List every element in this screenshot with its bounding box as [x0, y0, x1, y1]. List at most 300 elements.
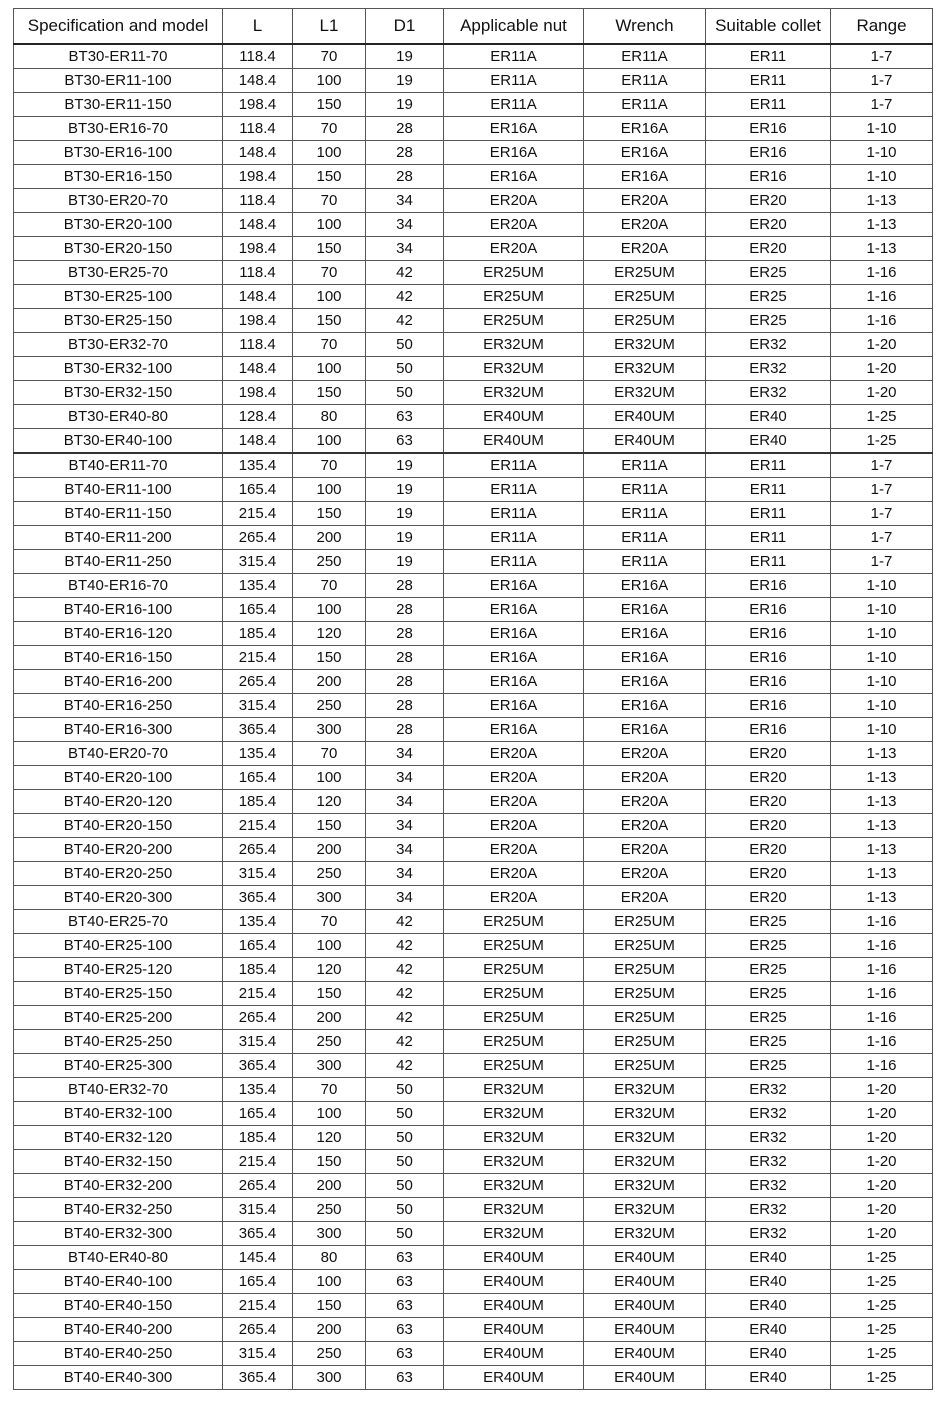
cell-spec-model: BT40-ER40-300: [14, 1366, 223, 1390]
cell-suitable-collet: ER32: [706, 1222, 831, 1246]
cell-suitable-collet: ER32: [706, 333, 831, 357]
table-row: [14, 44, 933, 69]
cell-d1: 34: [366, 766, 444, 790]
cell-l1: 200: [293, 670, 366, 694]
cell-wrench: ER25UM: [584, 910, 706, 934]
cell-range: 1-16: [831, 958, 933, 982]
cell-l: 215.4: [223, 814, 293, 838]
cell-wrench: ER16A: [584, 165, 706, 189]
cell-suitable-collet: ER20: [706, 189, 831, 213]
cell-spec-model: BT40-ER11-250: [14, 550, 223, 574]
cell-suitable-collet: ER32: [706, 1102, 831, 1126]
cell-suitable-collet: ER11: [706, 502, 831, 526]
cell-l: 148.4: [223, 429, 293, 454]
cell-l: 315.4: [223, 1342, 293, 1366]
table-row: [14, 1102, 933, 1126]
cell-d1: 63: [366, 1294, 444, 1318]
cell-suitable-collet: ER20: [706, 886, 831, 910]
cell-l: 365.4: [223, 1054, 293, 1078]
cell-d1: 19: [366, 453, 444, 478]
table-row: [14, 718, 933, 742]
cell-suitable-collet: ER25: [706, 1054, 831, 1078]
cell-applicable-nut: ER20A: [444, 814, 584, 838]
cell-spec-model: BT40-ER25-70: [14, 910, 223, 934]
cell-d1: 28: [366, 646, 444, 670]
cell-spec-model: BT30-ER32-150: [14, 381, 223, 405]
cell-suitable-collet: ER32: [706, 1198, 831, 1222]
cell-l: 215.4: [223, 646, 293, 670]
cell-range: 1-16: [831, 934, 933, 958]
cell-l: 165.4: [223, 1270, 293, 1294]
cell-d1: 50: [366, 333, 444, 357]
cell-applicable-nut: ER20A: [444, 790, 584, 814]
cell-l: 135.4: [223, 453, 293, 478]
cell-applicable-nut: ER25UM: [444, 1006, 584, 1030]
cell-range: 1-13: [831, 790, 933, 814]
cell-l1: 200: [293, 1318, 366, 1342]
cell-l: 118.4: [223, 261, 293, 285]
cell-d1: 63: [366, 1366, 444, 1390]
cell-l: 165.4: [223, 598, 293, 622]
cell-range: 1-20: [831, 1078, 933, 1102]
cell-applicable-nut: ER32UM: [444, 357, 584, 381]
cell-suitable-collet: ER40: [706, 1342, 831, 1366]
cell-spec-model: BT30-ER25-100: [14, 285, 223, 309]
cell-applicable-nut: ER20A: [444, 838, 584, 862]
cell-l: 198.4: [223, 381, 293, 405]
cell-wrench: ER11A: [584, 478, 706, 502]
cell-wrench: ER11A: [584, 69, 706, 93]
cell-l1: 150: [293, 502, 366, 526]
cell-l1: 100: [293, 213, 366, 237]
cell-wrench: ER32UM: [584, 1198, 706, 1222]
cell-l: 185.4: [223, 790, 293, 814]
table-row: [14, 1198, 933, 1222]
cell-applicable-nut: ER25UM: [444, 958, 584, 982]
cell-l1: 200: [293, 1006, 366, 1030]
cell-l1: 70: [293, 261, 366, 285]
table-body: [14, 44, 933, 1390]
cell-l1: 150: [293, 814, 366, 838]
cell-wrench: ER25UM: [584, 1030, 706, 1054]
cell-range: 1-16: [831, 285, 933, 309]
cell-l1: 150: [293, 982, 366, 1006]
cell-l: 165.4: [223, 478, 293, 502]
cell-spec-model: BT30-ER16-100: [14, 141, 223, 165]
cell-wrench: ER20A: [584, 838, 706, 862]
cell-l: 148.4: [223, 357, 293, 381]
cell-range: 1-10: [831, 694, 933, 718]
cell-range: 1-13: [831, 886, 933, 910]
cell-applicable-nut: ER20A: [444, 766, 584, 790]
cell-wrench: ER16A: [584, 141, 706, 165]
cell-applicable-nut: ER11A: [444, 93, 584, 117]
cell-spec-model: BT40-ER16-120: [14, 622, 223, 646]
cell-l: 118.4: [223, 44, 293, 69]
cell-l: 215.4: [223, 1294, 293, 1318]
table-row: [14, 69, 933, 93]
cell-spec-model: BT40-ER40-100: [14, 1270, 223, 1294]
header-wrench: Wrench: [584, 9, 706, 45]
cell-d1: 50: [366, 381, 444, 405]
cell-spec-model: BT30-ER16-150: [14, 165, 223, 189]
cell-d1: 50: [366, 357, 444, 381]
cell-range: 1-25: [831, 1294, 933, 1318]
cell-range: 1-13: [831, 838, 933, 862]
cell-range: 1-25: [831, 405, 933, 429]
cell-wrench: ER25UM: [584, 285, 706, 309]
cell-spec-model: BT30-ER11-70: [14, 44, 223, 69]
cell-l1: 70: [293, 742, 366, 766]
cell-d1: 50: [366, 1174, 444, 1198]
cell-range: 1-20: [831, 381, 933, 405]
cell-wrench: ER32UM: [584, 1126, 706, 1150]
table-row: [14, 1030, 933, 1054]
cell-range: 1-16: [831, 1006, 933, 1030]
cell-wrench: ER32UM: [584, 381, 706, 405]
cell-suitable-collet: ER40: [706, 405, 831, 429]
cell-wrench: ER25UM: [584, 1054, 706, 1078]
cell-spec-model: BT30-ER20-150: [14, 237, 223, 261]
cell-d1: 28: [366, 141, 444, 165]
table-row: [14, 526, 933, 550]
cell-l1: 100: [293, 1270, 366, 1294]
cell-d1: 42: [366, 309, 444, 333]
cell-range: 1-16: [831, 910, 933, 934]
cell-suitable-collet: ER20: [706, 790, 831, 814]
cell-suitable-collet: ER25: [706, 309, 831, 333]
cell-range: 1-10: [831, 646, 933, 670]
cell-range: 1-16: [831, 309, 933, 333]
table-row: [14, 1150, 933, 1174]
cell-range: 1-13: [831, 814, 933, 838]
cell-spec-model: BT30-ER25-150: [14, 309, 223, 333]
cell-applicable-nut: ER25UM: [444, 910, 584, 934]
cell-applicable-nut: ER25UM: [444, 934, 584, 958]
cell-applicable-nut: ER16A: [444, 141, 584, 165]
cell-wrench: ER40UM: [584, 1246, 706, 1270]
cell-l1: 200: [293, 1174, 366, 1198]
cell-spec-model: BT40-ER32-70: [14, 1078, 223, 1102]
table-row: [14, 285, 933, 309]
cell-suitable-collet: ER16: [706, 165, 831, 189]
cell-range: 1-10: [831, 574, 933, 598]
cell-d1: 63: [366, 429, 444, 454]
cell-applicable-nut: ER32UM: [444, 1078, 584, 1102]
cell-range: 1-10: [831, 718, 933, 742]
table-row: [14, 405, 933, 429]
cell-applicable-nut: ER32UM: [444, 1126, 584, 1150]
cell-d1: 42: [366, 261, 444, 285]
cell-d1: 28: [366, 718, 444, 742]
cell-wrench: ER40UM: [584, 1366, 706, 1390]
cell-suitable-collet: ER25: [706, 934, 831, 958]
cell-spec-model: BT30-ER16-70: [14, 117, 223, 141]
cell-l: 145.4: [223, 1246, 293, 1270]
cell-d1: 42: [366, 982, 444, 1006]
cell-spec-model: BT40-ER25-200: [14, 1006, 223, 1030]
cell-applicable-nut: ER40UM: [444, 1342, 584, 1366]
cell-spec-model: BT40-ER25-100: [14, 934, 223, 958]
cell-l1: 100: [293, 766, 366, 790]
cell-applicable-nut: ER32UM: [444, 333, 584, 357]
cell-wrench: ER40UM: [584, 1270, 706, 1294]
cell-spec-model: BT40-ER16-250: [14, 694, 223, 718]
cell-range: 1-7: [831, 44, 933, 69]
table-row: [14, 1174, 933, 1198]
cell-wrench: ER16A: [584, 670, 706, 694]
cell-l1: 70: [293, 117, 366, 141]
header-suitable-collet: Suitable collet: [706, 9, 831, 45]
cell-applicable-nut: ER25UM: [444, 261, 584, 285]
cell-wrench: ER16A: [584, 117, 706, 141]
cell-l: 365.4: [223, 1222, 293, 1246]
cell-wrench: ER20A: [584, 790, 706, 814]
cell-range: 1-10: [831, 670, 933, 694]
table-row: [14, 1246, 933, 1270]
cell-suitable-collet: ER11: [706, 69, 831, 93]
table-row: [14, 1270, 933, 1294]
cell-suitable-collet: ER32: [706, 357, 831, 381]
header-l1: L1: [293, 9, 366, 45]
cell-spec-model: BT40-ER25-150: [14, 982, 223, 1006]
cell-applicable-nut: ER20A: [444, 742, 584, 766]
cell-spec-model: BT40-ER40-250: [14, 1342, 223, 1366]
cell-d1: 28: [366, 165, 444, 189]
cell-applicable-nut: ER20A: [444, 862, 584, 886]
cell-wrench: ER11A: [584, 44, 706, 69]
table-header: [14, 9, 933, 45]
cell-l1: 200: [293, 838, 366, 862]
table-row: [14, 213, 933, 237]
cell-l: 315.4: [223, 1198, 293, 1222]
cell-suitable-collet: ER32: [706, 1078, 831, 1102]
cell-l: 148.4: [223, 69, 293, 93]
table-row: [14, 982, 933, 1006]
cell-d1: 19: [366, 93, 444, 117]
cell-l: 265.4: [223, 838, 293, 862]
cell-wrench: ER16A: [584, 646, 706, 670]
cell-wrench: ER16A: [584, 718, 706, 742]
cell-applicable-nut: ER11A: [444, 526, 584, 550]
table-row: [14, 1054, 933, 1078]
cell-d1: 34: [366, 886, 444, 910]
cell-spec-model: BT40-ER20-150: [14, 814, 223, 838]
cell-suitable-collet: ER16: [706, 117, 831, 141]
cell-spec-model: BT40-ER16-300: [14, 718, 223, 742]
cell-d1: 42: [366, 958, 444, 982]
cell-l1: 80: [293, 405, 366, 429]
cell-spec-model: BT40-ER11-70: [14, 453, 223, 478]
cell-d1: 50: [366, 1078, 444, 1102]
cell-applicable-nut: ER16A: [444, 598, 584, 622]
cell-l1: 250: [293, 1342, 366, 1366]
cell-l: 165.4: [223, 766, 293, 790]
cell-range: 1-7: [831, 502, 933, 526]
cell-wrench: ER20A: [584, 237, 706, 261]
cell-l: 165.4: [223, 934, 293, 958]
cell-applicable-nut: ER32UM: [444, 1102, 584, 1126]
cell-d1: 19: [366, 526, 444, 550]
table-row: [14, 165, 933, 189]
cell-wrench: ER11A: [584, 550, 706, 574]
cell-suitable-collet: ER25: [706, 1030, 831, 1054]
table-row: [14, 189, 933, 213]
cell-wrench: ER32UM: [584, 333, 706, 357]
cell-suitable-collet: ER16: [706, 670, 831, 694]
table-row: [14, 141, 933, 165]
cell-range: 1-10: [831, 165, 933, 189]
cell-wrench: ER40UM: [584, 429, 706, 454]
cell-spec-model: BT40-ER32-120: [14, 1126, 223, 1150]
cell-suitable-collet: ER25: [706, 285, 831, 309]
cell-range: 1-13: [831, 742, 933, 766]
cell-wrench: ER20A: [584, 862, 706, 886]
cell-range: 1-7: [831, 478, 933, 502]
cell-range: 1-16: [831, 1030, 933, 1054]
cell-l: 198.4: [223, 237, 293, 261]
cell-applicable-nut: ER32UM: [444, 381, 584, 405]
cell-applicable-nut: ER40UM: [444, 1246, 584, 1270]
cell-spec-model: BT40-ER32-150: [14, 1150, 223, 1174]
cell-range: 1-7: [831, 526, 933, 550]
cell-wrench: ER16A: [584, 598, 706, 622]
cell-suitable-collet: ER11: [706, 550, 831, 574]
cell-applicable-nut: ER20A: [444, 886, 584, 910]
cell-d1: 28: [366, 694, 444, 718]
cell-range: 1-13: [831, 766, 933, 790]
cell-l: 265.4: [223, 670, 293, 694]
table-row: [14, 670, 933, 694]
cell-spec-model: BT40-ER32-300: [14, 1222, 223, 1246]
cell-applicable-nut: ER25UM: [444, 309, 584, 333]
cell-l: 118.4: [223, 333, 293, 357]
cell-l1: 100: [293, 478, 366, 502]
cell-wrench: ER16A: [584, 694, 706, 718]
cell-wrench: ER32UM: [584, 1150, 706, 1174]
cell-l1: 250: [293, 862, 366, 886]
cell-l1: 300: [293, 886, 366, 910]
cell-l1: 150: [293, 237, 366, 261]
cell-applicable-nut: ER40UM: [444, 1270, 584, 1294]
cell-spec-model: BT30-ER40-80: [14, 405, 223, 429]
cell-applicable-nut: ER11A: [444, 453, 584, 478]
cell-applicable-nut: ER32UM: [444, 1174, 584, 1198]
cell-l1: 70: [293, 189, 366, 213]
cell-spec-model: BT30-ER32-100: [14, 357, 223, 381]
cell-l1: 100: [293, 1102, 366, 1126]
cell-range: 1-20: [831, 1174, 933, 1198]
cell-l: 148.4: [223, 285, 293, 309]
cell-suitable-collet: ER25: [706, 958, 831, 982]
cell-suitable-collet: ER11: [706, 44, 831, 69]
cell-suitable-collet: ER25: [706, 1006, 831, 1030]
cell-l1: 120: [293, 622, 366, 646]
cell-wrench: ER25UM: [584, 982, 706, 1006]
cell-applicable-nut: ER11A: [444, 69, 584, 93]
table-row: [14, 502, 933, 526]
cell-spec-model: BT40-ER25-250: [14, 1030, 223, 1054]
cell-applicable-nut: ER11A: [444, 478, 584, 502]
table-row: [14, 1318, 933, 1342]
cell-spec-model: BT40-ER40-80: [14, 1246, 223, 1270]
cell-wrench: ER40UM: [584, 1294, 706, 1318]
table-row: [14, 1294, 933, 1318]
cell-l: 315.4: [223, 694, 293, 718]
cell-l: 215.4: [223, 502, 293, 526]
cell-d1: 42: [366, 1030, 444, 1054]
table-row: [14, 598, 933, 622]
cell-range: 1-20: [831, 1102, 933, 1126]
cell-spec-model: BT30-ER20-100: [14, 213, 223, 237]
cell-range: 1-20: [831, 1126, 933, 1150]
table-row: [14, 886, 933, 910]
cell-d1: 34: [366, 814, 444, 838]
cell-wrench: ER16A: [584, 574, 706, 598]
cell-l1: 70: [293, 910, 366, 934]
cell-range: 1-20: [831, 333, 933, 357]
cell-l: 215.4: [223, 982, 293, 1006]
cell-l1: 70: [293, 333, 366, 357]
cell-suitable-collet: ER25: [706, 982, 831, 1006]
cell-range: 1-13: [831, 213, 933, 237]
cell-applicable-nut: ER40UM: [444, 405, 584, 429]
cell-l1: 100: [293, 598, 366, 622]
table-row: [14, 910, 933, 934]
cell-l1: 250: [293, 694, 366, 718]
table-row: [14, 93, 933, 117]
cell-spec-model: BT30-ER20-70: [14, 189, 223, 213]
cell-l1: 70: [293, 1078, 366, 1102]
table-row: [14, 261, 933, 285]
cell-l: 135.4: [223, 742, 293, 766]
table-row: [14, 694, 933, 718]
cell-suitable-collet: ER32: [706, 381, 831, 405]
cell-l1: 250: [293, 550, 366, 574]
cell-wrench: ER20A: [584, 886, 706, 910]
table-row: [14, 622, 933, 646]
cell-d1: 19: [366, 550, 444, 574]
cell-l: 198.4: [223, 93, 293, 117]
table-row: [14, 790, 933, 814]
cell-range: 1-13: [831, 189, 933, 213]
cell-l1: 150: [293, 1150, 366, 1174]
cell-suitable-collet: ER16: [706, 574, 831, 598]
cell-wrench: ER11A: [584, 93, 706, 117]
cell-l: 315.4: [223, 550, 293, 574]
cell-suitable-collet: ER16: [706, 694, 831, 718]
cell-applicable-nut: ER40UM: [444, 429, 584, 454]
cell-suitable-collet: ER40: [706, 1318, 831, 1342]
cell-range: 1-10: [831, 598, 933, 622]
table-row: [14, 1366, 933, 1390]
cell-l: 148.4: [223, 141, 293, 165]
cell-d1: 19: [366, 478, 444, 502]
cell-spec-model: BT40-ER20-250: [14, 862, 223, 886]
table-row: [14, 862, 933, 886]
cell-l: 265.4: [223, 1174, 293, 1198]
cell-spec-model: BT40-ER20-120: [14, 790, 223, 814]
cell-wrench: ER25UM: [584, 1006, 706, 1030]
cell-d1: 19: [366, 69, 444, 93]
cell-wrench: ER32UM: [584, 1078, 706, 1102]
cell-d1: 42: [366, 1054, 444, 1078]
cell-l1: 150: [293, 165, 366, 189]
cell-suitable-collet: ER40: [706, 1270, 831, 1294]
cell-applicable-nut: ER32UM: [444, 1198, 584, 1222]
cell-l: 265.4: [223, 526, 293, 550]
cell-d1: 34: [366, 838, 444, 862]
